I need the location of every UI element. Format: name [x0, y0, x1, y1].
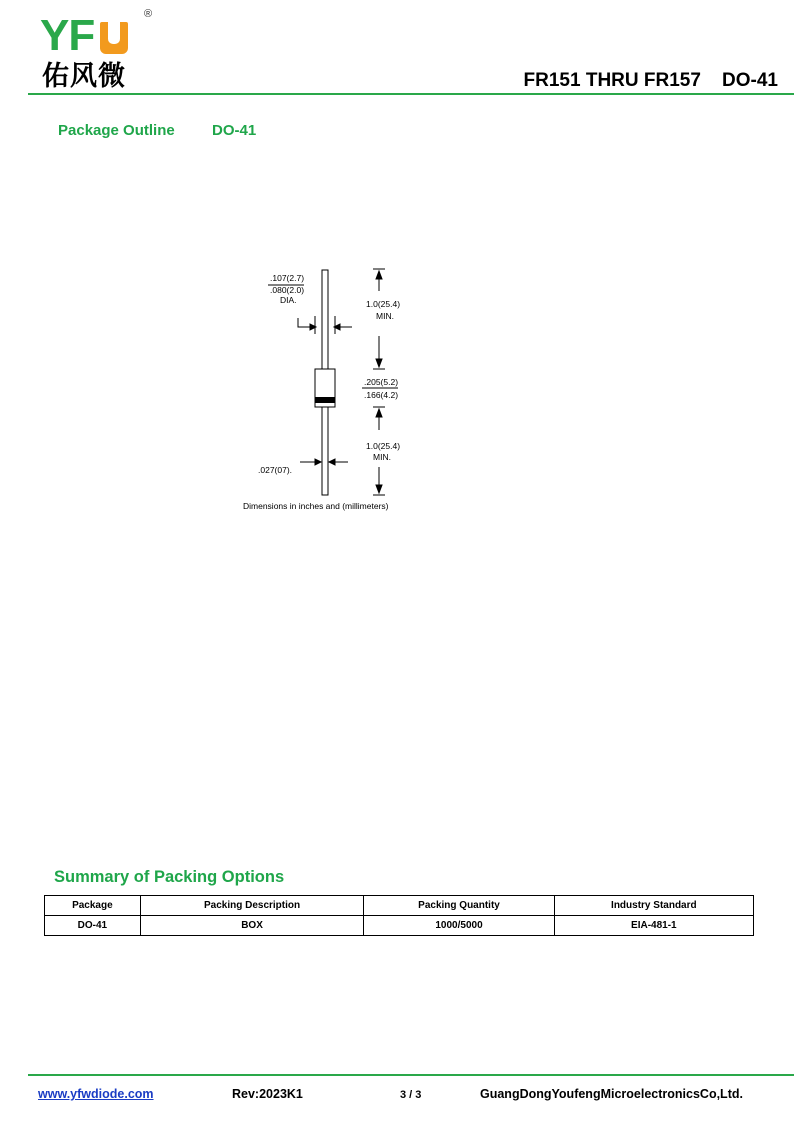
table-row: [45, 916, 754, 936]
lower-lead: [322, 407, 328, 495]
column-header: Packing Quantity: [364, 896, 554, 916]
website-link[interactable]: www.yfwdiode.com: [38, 1087, 154, 1101]
body-upper-text: .205(5.2): [364, 377, 399, 387]
cathode-band: [315, 397, 335, 403]
table-cell: BOX: [140, 916, 364, 936]
document-title: FR151 THRU FR157 DO-41: [523, 70, 778, 91]
table-header-row: [45, 896, 754, 916]
packing-options-heading: Summary of Packing Options: [54, 868, 285, 886]
logo-chinese-name: 佑风微: [42, 61, 126, 92]
lead-dia-arrow-left: [315, 459, 321, 465]
lead-bottom-suffix-text: MIN.: [373, 452, 391, 462]
logo-brand-letters: YF: [40, 11, 95, 60]
lead-top-value-text: 1.0(25.4): [366, 299, 401, 309]
upper-lead: [322, 270, 328, 369]
dimensions-caption: Dimensions in inches and (millimeters): [243, 501, 389, 511]
company-name: GuangDongYoufengMicroelectronicsCo,Ltd.: [480, 1087, 743, 1101]
lead-dia-arrow-right: [329, 459, 335, 465]
body-arrow-up: [376, 409, 382, 417]
logo-registered-mark: ®: [144, 8, 153, 20]
lead-dia-text: .027(07).: [258, 465, 293, 475]
table-cell: EIA-481-1: [554, 916, 753, 936]
footer-divider: [28, 1074, 794, 1076]
lead-top-arrow-up: [376, 271, 382, 279]
revision-label: Rev:2023K1: [232, 1087, 303, 1101]
table-cell: DO-41: [45, 916, 141, 936]
lead-bottom-value-text: 1.0(25.4): [366, 441, 401, 451]
package-outline-package: DO-41: [212, 122, 257, 139]
page-number: 3 / 3: [400, 1089, 422, 1101]
lead-bottom-arrow-down: [376, 485, 382, 493]
dia-upper-text: .107(2.7): [270, 273, 305, 283]
dia-lower-text: .080(2.0): [270, 285, 305, 295]
package-outline-heading: Package Outline: [58, 122, 175, 139]
table-cell: 1000/5000: [364, 916, 554, 936]
dia-suffix-text: DIA.: [280, 295, 297, 305]
lead-top-arrow-down: [376, 359, 382, 367]
packing-options-table: [44, 895, 754, 936]
column-header: Package: [45, 896, 141, 916]
column-header: Industry Standard: [554, 896, 753, 916]
body-lower-text: .166(4.2): [364, 390, 399, 400]
lead-top-suffix-text: MIN.: [376, 311, 394, 321]
column-header: Packing Description: [140, 896, 364, 916]
